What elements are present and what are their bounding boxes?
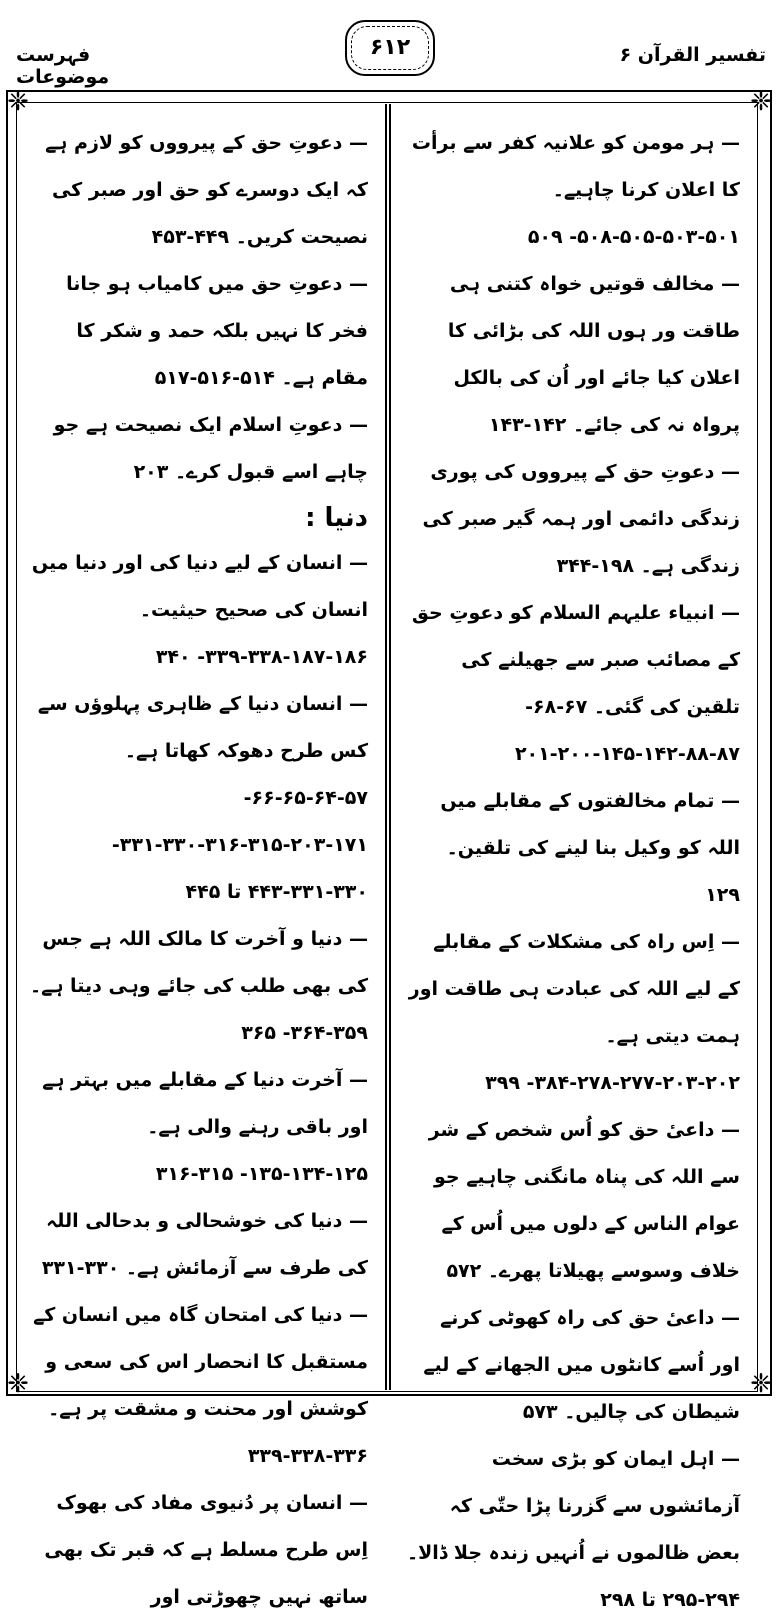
index-entry: — داعیٔ حق کو اُس شخص کے شر سے اللہ کی پناہ مانگنی چاہیے جو عوام الناس کے دلوں میں اُس کے خلاف وسوسے پھیلاتا پھرے۔ ۵۷۲ (428, 1119, 740, 1282)
index-entry: — انسان پر دُنیوی مفاد کی بھوک اِس طرح مسلط ہے کہ قبر تک بھی ساتھ نہیں چھوڑتی اور (44, 1492, 368, 1608)
corner-ornament-icon: ❈ (750, 87, 772, 117)
index-entry: — آخرت دنیا کے مقابلے میں بہتر ہے اور باقی رہنے والی ہے۔ ۱۲۵-۱۳۴-۱۳۵- ۳۱۵-۳۱۶ (42, 1069, 368, 1185)
book-title: تفسیر القرآن ۶ (619, 44, 766, 66)
index-entry: — اہل ایمان کو بڑی سخت آزمائشوں سے گزرنا پڑا حتّٰی کہ بعض ظالموں نے اُنہیں زندہ جلا ڈالا۔ ۲۹۴-۲۹۵ تا ۲۹۸ (407, 1448, 740, 1611)
right-column (406, 120, 740, 1624)
index-entry: — انسان کے لیے دنیا کی اور دنیا میں انسان کی صحیح حیثیت۔ ۱۸۶-۱۸۷-۳۳۸-۳۳۹- ۳۴۰ (31, 552, 368, 668)
topic-heading: دنیا : (305, 503, 368, 533)
index-entry: — انبیاء علیہم السلام کو دعوتِ حق کے مصائب صبر سے جھیلنے کی تلقین کی گئی۔ ۶۷-۶۸- ۸۷-۸۸-۱۴۲-۱۴۵-۲۰۰-۲۰۱ (411, 602, 740, 765)
index-entry: — داعیٔ حق کی راہ کھوٹی کرنے اور اُسے کانٹوں میں الجھانے کے لیے شیطان کی چالیں۔ ۵۷۳ (423, 1307, 740, 1423)
index-entry: — مخالف قوتیں خواہ کتنی ہی طاقت ور ہوں اللہ کی بڑائی کا اعلان کیا جائے اور اُن کی بالکل پرواہ نہ کی جائے۔ ۱۴۲-۱۴۳ (447, 273, 740, 436)
index-entry: — دعوتِ حق میں کامیاب ہو جانا فخر کا نہیں بلکہ حمد و شکر کا مقام ہے۔ ۵۱۴-۵۱۶-۵۱۷ (66, 273, 368, 389)
page-number: ۶۱۲ (345, 20, 435, 76)
index-entry: — دنیا و آخرت کا مالک اللہ ہے جس کی بھی طلب کی جائے وہی دیتا ہے۔ ۳۵۹-۳۶۴- ۳۶۵ (30, 928, 368, 1044)
corner-ornament-icon: ❈ (750, 1369, 772, 1399)
index-entry: — دعوتِ اسلام ایک نصیحت ہے جو چاہے اسے قبول کرے۔ ۲۰۳ (53, 414, 368, 483)
index-entry: — اِس راہ کی مشکلات کے مقابلے کے لیے اللہ کی عبادت ہی طاقت اور ہمت دیتی ہے۔ ۲۰۲-۲۰۳-۲۷۷-۲۷۸-۳۸۴- ۳۹۹ (408, 931, 740, 1094)
corner-ornament-icon: ❈ (7, 87, 29, 117)
column-divider (385, 104, 391, 1390)
index-entry: — دعوتِ حق کے پیرووں کی پوری زندگی دائمی اور ہمہ گیر صبر کی زندگی ہے۔ ۱۹۸-۳۴۴ (422, 461, 740, 577)
section-title: فہرست موضوعات (16, 44, 110, 88)
index-entry: — انسان دنیا کے ظاہری پہلوؤں سے کس طرح دھوکہ کھاتا ہے۔ ۵۷-۶۴-۶۵-۶۶- ۱۷۱-۲۰۳-۳۱۵-۳۱۶-۳۳۰-۳۳۱- ۳۳۰-۳۳۱-۴۴۳ تا ۴۴۵ (37, 693, 368, 903)
index-entry: — دعوتِ حق کے پیرووں کو لازم ہے کہ ایک دوسرے کو حق اور صبر کی نصیحت کریں۔ ۴۴۹-۴۵۳ (45, 132, 368, 248)
corner-ornament-icon: ❈ (7, 1369, 29, 1399)
index-entry: — ہر مومن کو علانیہ کفر سے برأت کا اعلان کرنا چاہیے۔ ۵۰۱-۵۰۳-۵۰۵-۵۰۸- ۵۰۹ (411, 132, 740, 248)
index-entry: — دنیا کی امتحان گاہ میں انسان کے مستقبل کا انحصار اس کی سعی و کوشش اور محنت و مشقت پر ہے۔ ۳۳۶-۳۳۸-۳۳۹ (33, 1304, 368, 1467)
left-column (28, 120, 368, 1621)
index-entry: — دنیا کی خوشحالی و بدحالی اللہ کی طرف سے آزمائش ہے۔ ۳۳۰-۳۳۱ (41, 1210, 368, 1279)
index-entry: — تمام مخالفتوں کے مقابلے میں اللہ کو وکیل بنا لینے کی تلقین۔ ۱۲۹ (440, 790, 740, 906)
